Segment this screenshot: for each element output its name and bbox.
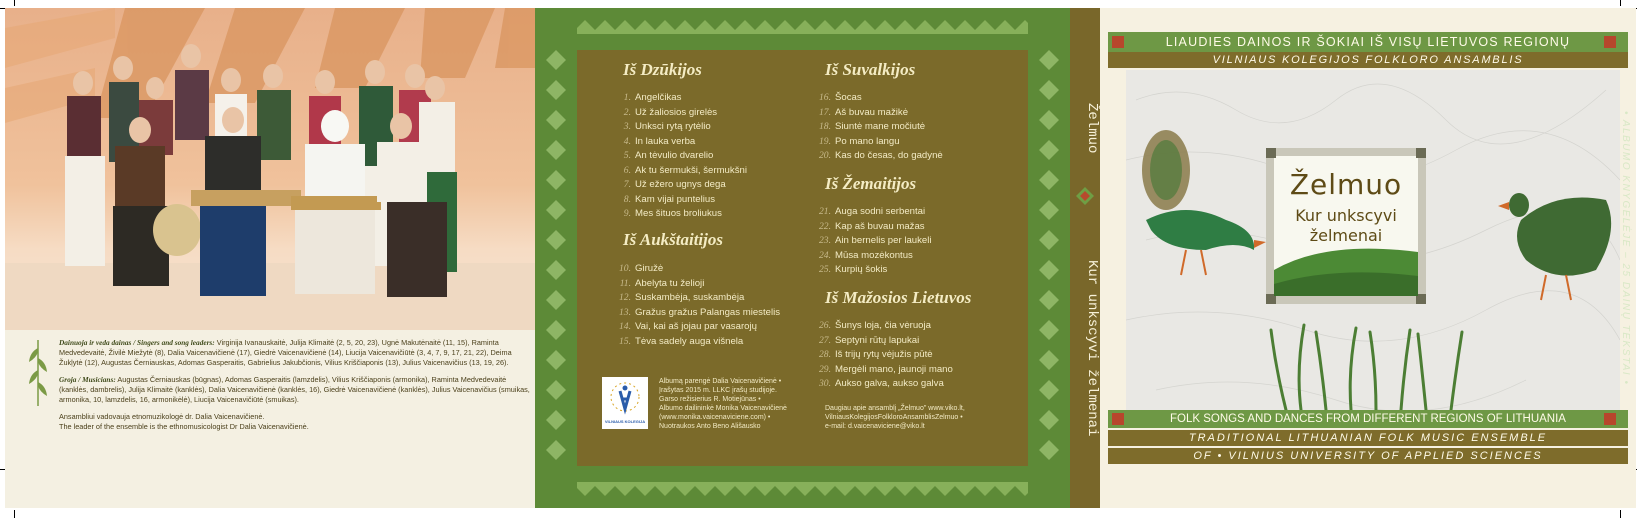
region-title-mazoji-lietuva: Iš Mažosios Lietuvos — [825, 288, 972, 307]
corner-square — [1112, 413, 1124, 425]
track-item — [615, 91, 681, 106]
production-credit-line: Garso režisierius R. Motiejūnas • — [659, 396, 761, 403]
track-title: Už žaliosios girelės — [635, 106, 718, 118]
cover-subtitle-line2: želmenai — [1309, 226, 1383, 245]
track-item — [615, 106, 717, 121]
track-item — [815, 120, 925, 135]
track-item — [815, 363, 953, 378]
track-item — [815, 234, 932, 249]
track-number: 16. — [819, 92, 831, 103]
track-number: 14. — [619, 321, 631, 332]
cd-spine — [1070, 8, 1100, 508]
side-caption: • ALBUMO KNYGELĖJE – 25 DAINŲ TEKSTAI • — [1620, 110, 1631, 386]
region-title-zemaitija: Iš Žemaitijos — [825, 174, 917, 193]
leader-lt: Ansambliui vadovauja etnomuzikologė dr. Dalia Vaicenavičienė. — [59, 412, 265, 421]
bottom-sub-text-1: TRADITIONAL LITHUANIAN FOLK MUSIC ENSEMBLE — [1188, 432, 1548, 444]
track-title: Auga sodni serbentai — [835, 206, 926, 217]
track-title: Ak tu šermukši, šermukšni — [635, 164, 747, 176]
singers-credit — [59, 338, 532, 368]
pattern-border-bottom — [535, 466, 1070, 508]
inner-booklet-panel — [5, 8, 535, 508]
track-number: 7. — [623, 179, 631, 190]
region-title-aukstaitija: Iš Aukštaitijos — [623, 230, 723, 249]
track-number: 20. — [819, 150, 831, 161]
track-number: 6. — [623, 164, 631, 176]
track-title: Mes šituos broliukus — [635, 208, 722, 219]
track-title: Aš buvau mažikė — [835, 106, 909, 118]
track-title: Šocas — [835, 92, 862, 103]
track-title: Aukso galva, aukso galva — [835, 378, 944, 389]
diamond-ornament-icon — [1075, 186, 1095, 206]
track-item — [615, 262, 663, 277]
track-title: Kam vijai puntelius — [635, 193, 715, 205]
musicians-label: Groja / Musicians: — [59, 375, 116, 384]
track-item — [615, 320, 757, 335]
track-number: 19. — [819, 135, 831, 147]
production-credit-line: Nuotraukos Anto Beno Ališausko — [659, 423, 761, 430]
track-item — [815, 205, 925, 220]
bottom-band-text: FOLK SONGS AND DANCES FROM DIFFERENT REGIONS OF LITHUANIA — [1170, 413, 1566, 425]
bottom-sub-text-2: OF • VILNIUS UNIVERSITY OF APPLIED SCIENCES — [1193, 450, 1543, 462]
track-number: 30. — [819, 378, 831, 389]
track-item — [615, 164, 747, 179]
track-item — [615, 178, 726, 193]
track-number: 21. — [819, 206, 831, 217]
track-number: 29. — [819, 363, 831, 375]
college-logo — [602, 377, 648, 429]
corner-square — [1604, 36, 1616, 48]
corner-square — [1604, 413, 1616, 425]
bottom-band — [1108, 410, 1628, 428]
college-logo-caption: VILNIAUS KOLEGIJA — [604, 419, 646, 424]
leader-en: The leader of the ensemble is the ethnomusicologist Dr Dalia Vaicenavičienė. — [59, 422, 309, 431]
production-credit-line: (www.monika.vaicenaviciene.com) • — [659, 414, 771, 421]
region-title-dzukija: Iš Dzūkijos — [623, 60, 702, 79]
track-title: In lauka verba — [635, 135, 696, 147]
track-item — [815, 91, 862, 106]
track-item — [815, 334, 919, 349]
track-item — [615, 291, 744, 306]
track-title: Tėva sadely auga višnela — [635, 335, 744, 347]
track-number: 18. — [819, 121, 831, 132]
track-number: 25. — [819, 264, 831, 275]
musicians-list: Augustas Černiauskas (būgnas), Adomas Gasperaitis (lamzdelis), Vilius Kriščiaponis (armonika), Raminta Medvedevaitė (kanklės, dambrelis), Julija Klimaitė (kanklės), Dalia Vaicenavičienė (kanklės, 16), Giedrė Vaicenavičienė (kanklės), Julius Vaicenavičius (smuikas, armonika, 10, lamzdelis, 16, armonikėlė), Liucija Vaicenavičiūtė (smuikas). — [59, 375, 530, 404]
crop-mark — [14, 0, 15, 6]
crop-mark — [14, 510, 15, 518]
track-item — [815, 249, 913, 264]
track-number: 27. — [819, 334, 831, 346]
track-title: Giružė — [635, 263, 664, 274]
track-item — [815, 263, 887, 278]
back-cover-panel — [535, 8, 1070, 508]
corner-square — [1112, 36, 1124, 48]
production-credit-line: Įrašytas 2015 m. LLKC įrašų studijoje. — [659, 387, 777, 394]
track-item — [615, 335, 743, 350]
ensemble-photo — [5, 8, 535, 330]
bottom-sub-band-2 — [1108, 448, 1628, 464]
singers-list: Virginija Ivanauskaitė, Julija Klimaitė (2, 5, 20, 23), Ugnė Makutėnaitė (11, 15), Raminta Medvedevaitė, Živilė Miežytė (8), Dalia Vaicenavičienė (17), Giedrė Vaicenavičienė (14), Liucija Vaicenavičiūtė (3, 4, 7, 9, 17, 21, 22), Deima Žukļytė (12), Augustas Černiauskas, Adomas Gasperaitis, Gabrielius Jakubčionis, Vilius Kriščiaponis (13), Julius Vaicenavičius (13, 19, 26). — [59, 338, 512, 367]
track-title: Kas do česas, do gadynė — [835, 150, 943, 161]
track-number: 3. — [623, 121, 631, 132]
crop-mark — [1620, 0, 1621, 6]
track-title: Po mano langu — [835, 135, 900, 147]
track-title: Šunys loja, čia vėruoja — [835, 320, 931, 331]
track-number: 28. — [819, 349, 831, 360]
track-number: 5. — [623, 150, 631, 161]
singers-label: Dainuoja ir veda dainas / Singers and song leaders: — [59, 338, 215, 347]
track-title: Mergėli mano, jaunoji mano — [835, 363, 953, 375]
track-item — [815, 348, 933, 363]
cover-artwork — [1126, 70, 1620, 410]
cover-title: Želmuo — [1289, 168, 1403, 201]
credits-block — [27, 338, 532, 432]
track-number: 17. — [819, 106, 831, 118]
track-title: Kurpių šokis — [835, 264, 888, 275]
top-band — [1108, 32, 1628, 52]
front-cover-panel — [1100, 8, 1636, 508]
track-title: Už ežero ugnys dega — [635, 179, 726, 190]
contact-line: e-mail: d.vaicenaviciene@viko.lt — [825, 423, 925, 430]
track-title: Abelyta tu želioji — [635, 277, 705, 289]
track-title: Vai, kai aš jojau par vasarojų — [635, 321, 757, 332]
track-item — [815, 220, 925, 235]
track-item — [615, 193, 715, 208]
track-item — [815, 319, 931, 334]
production-credits — [659, 377, 819, 431]
top-sub-band-text: VILNIAUS KOLEGIJOS FOLKLORO ANSAMBLIS — [1212, 54, 1524, 66]
track-title: Siuntė mane močiutė — [835, 121, 926, 132]
track-number: 13. — [619, 306, 631, 318]
ensemble-contact-info — [825, 404, 1005, 431]
track-item — [815, 377, 944, 392]
top-band-text: LIAUDIES DAINOS IR ŠOKIAI IŠ VISŲ LIETUVOS REGIONŲ — [1165, 35, 1571, 49]
track-title: Gražus gražus Palangas miestelis — [635, 306, 781, 318]
spine-subtitle: Kur unkscyvi želmenai — [1084, 259, 1100, 437]
track-title: Unksci rytą rytėlio — [635, 121, 711, 132]
contact-line: Daugiau apie ansamblį „Želmuo" www.viko.lt, — [825, 405, 965, 412]
track-title: Septyni rūtų lapukai — [835, 334, 920, 346]
track-title: Suskambėja, suskambėja — [635, 292, 745, 303]
pattern-border-right — [1028, 8, 1070, 508]
musicians-credit — [59, 375, 532, 405]
track-number: 22. — [819, 220, 831, 232]
spine-title: Želmuo — [1084, 102, 1100, 154]
track-number: 9. — [623, 208, 631, 219]
track-number: 2. — [623, 106, 631, 118]
track-item — [615, 306, 780, 321]
track-item — [615, 207, 722, 222]
track-number: 26. — [819, 320, 831, 331]
contact-line: VilniausKolegijosFolkloroAnsamblisZelmuo • — [825, 414, 963, 421]
track-title: An tėvulio dvarelio — [635, 150, 714, 161]
track-item — [615, 135, 695, 150]
track-item — [615, 120, 711, 135]
bottom-sub-band-1 — [1108, 430, 1628, 446]
track-title: Mūsa mozėkontus — [835, 249, 913, 261]
track-number: 15. — [619, 335, 631, 347]
track-number: 8. — [623, 193, 631, 205]
leaf-ornament-icon — [27, 338, 49, 408]
track-number: 24. — [819, 249, 831, 261]
track-title: Iš trijų rytų vėjužis pūtė — [835, 349, 933, 360]
production-credit-line: Albumo dailininkė Monika Vaicenavičienė — [659, 405, 787, 412]
track-number: 12. — [619, 292, 631, 303]
track-number: 1. — [623, 92, 631, 103]
track-item — [815, 135, 900, 150]
track-title: Kap aš buvau mažas — [835, 220, 925, 232]
track-item — [615, 149, 713, 164]
pattern-border-left — [535, 8, 577, 508]
track-title: Ain bernelis per laukeli — [835, 235, 932, 246]
crop-mark — [1620, 510, 1621, 518]
track-number: 10. — [619, 263, 631, 274]
track-title: Angelčikas — [635, 92, 682, 103]
track-number: 23. — [819, 235, 831, 246]
cover-subtitle-line1: Kur unkscyvi — [1295, 206, 1397, 225]
region-title-suvalkija: Iš Suvalkijos — [825, 60, 916, 79]
pattern-border-top — [535, 8, 1070, 50]
track-item — [615, 277, 704, 292]
top-sub-band — [1108, 52, 1628, 68]
track-number: 11. — [619, 277, 631, 289]
track-number: 4. — [623, 135, 631, 147]
track-item — [815, 106, 908, 121]
track-item — [815, 149, 943, 164]
production-credit-line: Albumą parengė Dalia Vaicenavičienė • — [659, 378, 782, 385]
